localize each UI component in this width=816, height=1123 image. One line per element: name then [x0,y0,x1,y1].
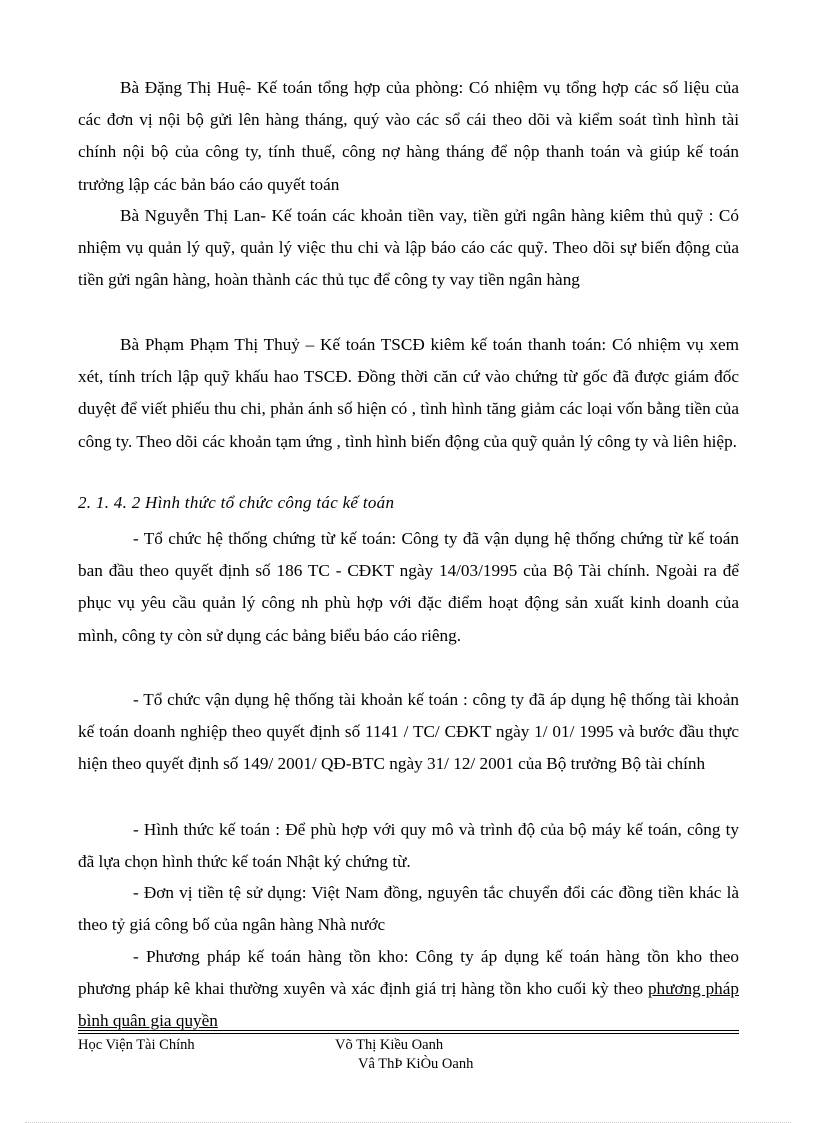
paragraph-dang-thi-hue: Bà Đặng Thị Huệ- Kế toán tổng hợp của phòng: Có nhiệm vụ tổng hợp các số liệu của các đơn vị nội bộ gửi lên hàng tháng, quý vào các sổ cái theo dõi và kiểm soát tình hình tài chính nội bộ của công ty, tính thuế, công nợ hàng tháng để nộp thanh toán và giúp kế toán trưởng lập các bản báo cáo quyết toán [78,78,739,194]
item-don-vi-tien-te: - Đơn vị tiền tệ sử dụng: Việt Nam đồng, nguyên tắc chuyển đổi các đồng tiền khác là theo tỷ giá công bố của ngân hàng Nhà nước [78,883,739,935]
footer-author-garbled: Vâ ThÞ KiÒu Oanh [358,1056,474,1072]
item-hinh-thuc: - Hình thức kế toán : Để phù hợp với quy mô và trình độ của bộ máy kế toán, công ty đã lựa chọn hình thức kế toán Nhật ký chứng từ. [78,820,739,872]
footer-rule [78,1030,739,1031]
section-heading: 2. 1. 4. 2 Hình thức tổ chức công tác kế toán [78,493,395,512]
paragraph-pham-thi-thuy: Bà Phạm Phạm Thị Thuỷ – Kế toán TSCĐ kiêm kế toán thanh toán: Có nhiệm vụ xem xét, tính trích lập quỹ khấu hao TSCĐ. Đồng thời căn cứ vào chứng từ gốc đã được giám đốc duyệt để viết phiếu thu chi, phản ánh số hiện có , tình hình tăng giảm các loại vốn bằng tiền của công ty. Theo dõi các khoản tạm ứng , tình hình biến động của quỹ quản lý công ty và liên hiệp. [78,335,739,451]
footer-institution: Học Viện Tài Chính [78,1037,195,1053]
item-chung-tu: - Tổ chức hệ thống chứng từ kế toán: Công ty đã vận dụng hệ thống chứng từ kế toán ban đầu theo quyết định số 186 TC - CĐKT ngày 14/03/1995 của Bộ Tài chính. Ngoài ra để phục vụ yêu cầu quản lý công nh phù hợp với đặc điểm hoạt động sản xuất kinh doanh của mình, công ty còn sử dụng các bảng biểu báo cáo riêng. [78,529,739,645]
underlined-phrase: phương pháp bình quân gia quyền [78,979,739,1031]
item-tai-khoan: - Tổ chức vận dụng hệ thống tài khoản kế toán : công ty đã áp dụng hệ thống tài khoản kế toán doanh nghiệp theo quyết định số 1141 / TC/ CĐKT ngày 1/ 01/ 1995 và bước đầu thực hiện theo quyết định số 149/ 2001/ QĐ-BTC ngày 31/ 12/ 2001 của Bộ trưởng Bộ tài chính [78,690,739,774]
paragraph-nguyen-thi-lan: Bà Nguyễn Thị Lan- Kế toán các khoản tiền vay, tiền gửi ngân hàng kiêm thủ quỹ : Có nhiệm vụ quản lý quỹ, quản lý việc thu chi và lập báo cáo các quỹ. Theo dõi sự biến động của tiền gửi ngân hàng, hoàn thành các thủ tục để công ty vay tiền ngân hàng [78,206,739,290]
item-hang-ton-kho: - Phương pháp kế toán hàng tồn kho: Công ty áp dụng kế toán hàng tồn kho theo phương pháp kê khai thường xuyên và xác định giá trị hàng tồn kho cuối kỳ theo phương pháp bình quân gia quyền [78,947,739,1031]
footer-rule-thin [78,1033,739,1034]
footer-author: Võ Thị Kiều Oanh [335,1037,444,1053]
